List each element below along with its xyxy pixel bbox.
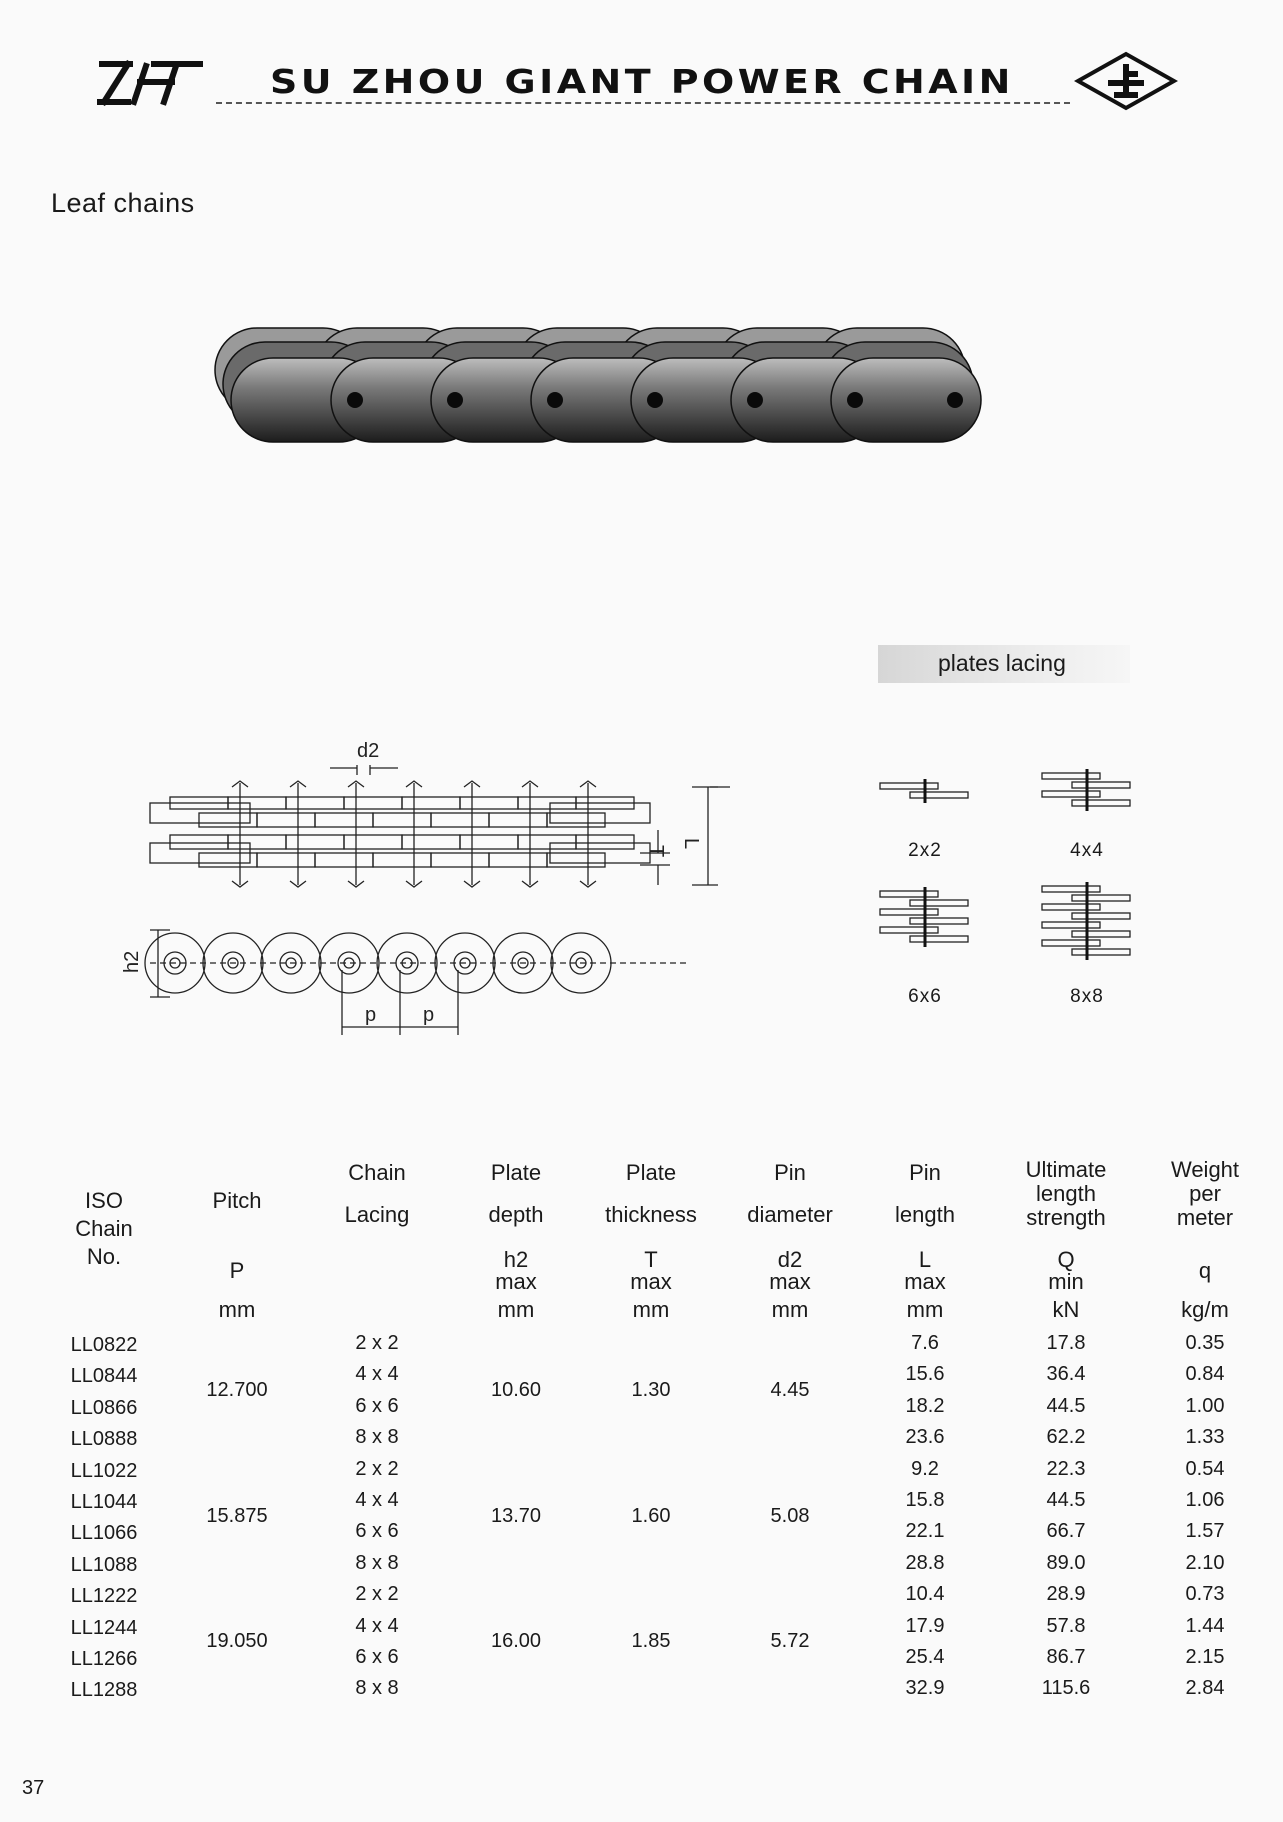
- table-header-6-line-0: Pin: [909, 1160, 941, 1185]
- table-header-1-line-0: Pitch: [212, 1188, 262, 1213]
- lacing-2x2-diagram: [870, 752, 980, 852]
- dim-h2-label: h2: [121, 950, 143, 973]
- lacing-plate: [1042, 922, 1100, 928]
- pin-length-cell: 25.4: [905, 1646, 945, 1668]
- lacing-plate: [1042, 773, 1100, 779]
- link-plate: [431, 853, 489, 867]
- strength-cell: 115.6: [1041, 1677, 1091, 1700]
- table-header-3-line-1: depth: [488, 1202, 544, 1227]
- lacing-cell: 2 x 2: [355, 1583, 399, 1606]
- table-header-7-line-0: Ultimate: [1025, 1157, 1107, 1182]
- lacing-plate: [1042, 886, 1100, 892]
- dim-p-label-2: p: [423, 1004, 435, 1026]
- link-plate: [228, 835, 286, 849]
- chain-no-cell: LL0866: [70, 1396, 138, 1419]
- table-header-2-line-1: Lacing: [344, 1202, 410, 1227]
- company-name: SU ZHOU GIANT POWER CHAIN: [270, 62, 1014, 101]
- plate-thickness-cell: 1.30: [631, 1379, 671, 1402]
- lacing-4x4-diagram: [1032, 752, 1142, 852]
- pin-diameter-cell: 5.72: [770, 1630, 810, 1653]
- strength-cell: 22.3: [1046, 1457, 1086, 1480]
- chain-no-cell: LL1066: [70, 1522, 138, 1545]
- lacing-6x6-diagram: [870, 880, 980, 980]
- link-plate: [286, 797, 344, 809]
- lacing-plate: [1072, 800, 1130, 806]
- table-header-0-line-2: No.: [86, 1244, 122, 1269]
- link-plate: [460, 797, 518, 809]
- pin-length-cell: 15.8: [905, 1489, 945, 1511]
- link-plate: [373, 813, 431, 827]
- lacing-plate: [880, 891, 938, 897]
- lacing-plate: [1042, 940, 1100, 946]
- table-header-0-line-1: Chain: [75, 1216, 133, 1241]
- dim-t-label: T: [645, 845, 667, 858]
- lacing-plate: [880, 783, 938, 789]
- leaf-chain-photo: [195, 305, 1075, 485]
- link-plate: [344, 797, 402, 809]
- strength-cell: 57.8: [1046, 1614, 1086, 1637]
- lacing-plate: [1072, 931, 1130, 937]
- plate-thickness-cell: 1.85: [631, 1630, 671, 1653]
- weight-cell: 0.35: [1185, 1332, 1225, 1354]
- table-header-5-unit: mm: [771, 1297, 809, 1322]
- table-header-3-unit: mm: [497, 1297, 535, 1322]
- link-plate: [199, 813, 257, 827]
- pin-diameter-cell: 5.08: [770, 1504, 810, 1527]
- lacing-cell: 4 x 4: [355, 1489, 399, 1511]
- lacing-plate: [880, 927, 938, 933]
- table-header-1-symbol: P: [229, 1258, 245, 1283]
- link-plate: [170, 835, 228, 849]
- link-plate: [402, 797, 460, 809]
- lacing-6x6-caption: 6x6: [908, 986, 942, 1007]
- link-plate: [257, 813, 315, 827]
- chain-pin: [747, 392, 763, 408]
- link-plate: [373, 853, 431, 867]
- link-plate: [547, 813, 605, 827]
- table-header-5-symbol: max: [769, 1269, 811, 1294]
- pin-length-cell: 10.4: [905, 1583, 945, 1606]
- table-header-7-line-2: strength: [1026, 1205, 1106, 1230]
- table-header-8-line-2: meter: [1176, 1205, 1234, 1230]
- pin-length-cell: 17.9: [905, 1614, 945, 1637]
- pin-diameter-cell: 4.45: [770, 1379, 810, 1402]
- header-divider: [216, 102, 1070, 104]
- lacing-plate: [910, 792, 968, 798]
- weight-cell: 1.57: [1185, 1520, 1225, 1543]
- link-plate: [257, 853, 315, 867]
- strength-cell: 36.4: [1046, 1363, 1086, 1386]
- table-header-8-line-0: Weight: [1170, 1157, 1240, 1182]
- page-number: 37: [22, 1777, 45, 1799]
- chain-no-cell: LL0844: [70, 1365, 138, 1388]
- table-header-3-line-0: Plate: [490, 1160, 542, 1185]
- table-header-7-symbol: min: [1048, 1269, 1084, 1294]
- table-header-5-line-0: Pin: [774, 1160, 806, 1185]
- strength-cell: 44.5: [1046, 1489, 1086, 1511]
- pitch-cell: 19.050: [206, 1630, 268, 1653]
- table-header-2-line-0: Chain: [348, 1160, 406, 1185]
- link-plate: [199, 853, 257, 867]
- chain-pin: [447, 392, 463, 408]
- link-plate: [315, 853, 373, 867]
- weight-cell: 1.00: [1185, 1394, 1225, 1417]
- table-header-7-line-1: length: [1036, 1181, 1096, 1206]
- weight-cell: 0.84: [1185, 1363, 1225, 1386]
- table-header-1-unit: mm: [218, 1297, 256, 1322]
- lacing-cell: 8 x 8: [355, 1677, 399, 1700]
- pin-length-cell: 18.2: [905, 1394, 945, 1417]
- lacing-cell: 4 x 4: [355, 1614, 399, 1637]
- chain-no-cell: LL1088: [70, 1553, 138, 1576]
- lacing-cell: 8 x 8: [355, 1426, 399, 1449]
- lacing-plate: [1042, 791, 1100, 797]
- table-header-6-line-1: length: [895, 1202, 955, 1227]
- plate-depth-cell: 10.60: [490, 1379, 542, 1402]
- pin-length-cell: 22.1: [905, 1520, 945, 1543]
- chain-no-cell: LL1266: [70, 1648, 138, 1670]
- lacing-plate: [910, 918, 968, 924]
- weight-cell: 1.33: [1185, 1426, 1225, 1449]
- lacing-plate: [1072, 895, 1130, 901]
- link-plate: [402, 835, 460, 849]
- link-plate: [460, 835, 518, 849]
- table-header-7-unit: kN: [1052, 1297, 1080, 1322]
- table-header-7-symbol: Q: [1057, 1247, 1075, 1272]
- link-plate: [547, 853, 605, 867]
- weight-cell: 2.15: [1185, 1646, 1225, 1668]
- chain-no-cell: LL0822: [70, 1334, 138, 1356]
- table-header-6-unit: mm: [906, 1297, 944, 1322]
- table-header-4-line-1: thickness: [605, 1202, 697, 1227]
- lacing-8x8-caption: 8x8: [1070, 986, 1104, 1007]
- chain-no-cell: LL1044: [70, 1491, 138, 1513]
- strength-cell: 86.7: [1046, 1646, 1086, 1668]
- plate-depth-cell: 16.00: [490, 1630, 542, 1653]
- lacing-plate: [1072, 949, 1130, 955]
- lacing-2x2-caption: 2x2: [908, 840, 942, 861]
- table-header-0-line-0: ISO: [85, 1188, 123, 1213]
- strength-cell: 44.5: [1046, 1394, 1086, 1417]
- lacing-cell: 6 x 6: [355, 1394, 399, 1417]
- plate-thickness-cell: 1.60: [631, 1504, 671, 1527]
- section-title: Leaf chains: [51, 188, 195, 218]
- lacing-4x4-caption: 4x4: [1070, 840, 1104, 861]
- table-header-8-unit: kg/m: [1181, 1297, 1229, 1322]
- chain-technical-drawing: [110, 735, 730, 1045]
- dim-p-label-1: p: [365, 1004, 377, 1026]
- chain-no-cell: LL1244: [70, 1616, 138, 1639]
- chain-no-cell: LL1288: [70, 1679, 138, 1702]
- table-header-6-symbol: max: [904, 1269, 946, 1294]
- strength-cell: 66.7: [1046, 1520, 1086, 1543]
- strength-cell: 17.8: [1046, 1332, 1086, 1354]
- brand-emblem-icon: [1074, 50, 1178, 112]
- strength-cell: 62.2: [1046, 1426, 1086, 1449]
- chain-no-cell: LL1222: [70, 1585, 138, 1608]
- dim-l-label: L: [680, 838, 702, 850]
- link-plate: [518, 835, 576, 849]
- pin-length-cell: 15.6: [905, 1363, 945, 1386]
- link-plate: [576, 835, 634, 849]
- lacing-cell: 2 x 2: [355, 1332, 399, 1354]
- lacing-plate: [910, 936, 968, 942]
- table-header-8-line-1: per: [1189, 1181, 1221, 1206]
- dim-d2-label: d2: [357, 740, 380, 762]
- pin-length-cell: 7.6: [911, 1332, 939, 1354]
- link-plate: [315, 813, 373, 827]
- chain-pin: [647, 392, 663, 408]
- chain-pin: [347, 392, 363, 408]
- table-header-5-symbol: d2: [777, 1247, 803, 1272]
- strength-cell: 28.9: [1046, 1583, 1086, 1606]
- table-header-3-symbol: h2: [503, 1247, 529, 1272]
- table-header-4-symbol: max: [630, 1269, 672, 1294]
- table-header-4-unit: mm: [632, 1297, 670, 1322]
- weight-cell: 2.84: [1185, 1677, 1225, 1700]
- weight-cell: 2.10: [1185, 1551, 1225, 1574]
- link-plate: [489, 813, 547, 827]
- lacing-cell: 4 x 4: [355, 1363, 399, 1386]
- lacing-plate: [910, 900, 968, 906]
- table-header-8-symbol: q: [1198, 1258, 1212, 1283]
- plate-depth-cell: 13.70: [490, 1504, 542, 1527]
- link-plate: [286, 835, 344, 849]
- weight-cell: 0.73: [1185, 1583, 1225, 1606]
- table-header-3-symbol: max: [495, 1269, 537, 1294]
- pin-length-cell: 23.6: [905, 1426, 945, 1449]
- chain-no-cell: LL0888: [70, 1428, 138, 1451]
- plates-lacing-label: plates lacing: [938, 650, 1066, 676]
- lacing-plate: [880, 909, 938, 915]
- table-header-6-symbol: L: [918, 1247, 932, 1272]
- lacing-cell: 6 x 6: [355, 1646, 399, 1668]
- table-header-5-line-1: diameter: [747, 1202, 833, 1227]
- pin-length-cell: 9.2: [911, 1457, 939, 1480]
- weight-cell: 1.06: [1185, 1489, 1225, 1511]
- pin-length-cell: 32.9: [905, 1677, 945, 1700]
- lacing-cell: 6 x 6: [355, 1520, 399, 1543]
- chain-no-cell: LL1022: [70, 1459, 138, 1482]
- strength-cell: 89.0: [1046, 1551, 1086, 1574]
- table-header-4-symbol: T: [644, 1247, 658, 1272]
- lacing-plate: [1072, 913, 1130, 919]
- link-plate: [431, 813, 489, 827]
- lacing-cell: 2 x 2: [355, 1457, 399, 1480]
- link-plate: [489, 853, 547, 867]
- lacing-plate: [1072, 782, 1130, 788]
- chain-pin: [847, 392, 863, 408]
- weight-cell: 0.54: [1185, 1457, 1225, 1480]
- pitch-cell: 12.700: [206, 1379, 268, 1402]
- pitch-cell: 15.875: [206, 1504, 268, 1527]
- pin-length-cell: 28.8: [905, 1551, 945, 1574]
- lacing-cell: 8 x 8: [355, 1551, 399, 1574]
- chain-pin: [547, 392, 563, 408]
- company-logo-zh: [96, 58, 206, 108]
- chain-pin: [947, 392, 963, 408]
- table-header-4-line-0: Plate: [625, 1160, 677, 1185]
- lacing-8x8-diagram: [1032, 880, 1142, 980]
- link-plate: [344, 835, 402, 849]
- weight-cell: 1.44: [1185, 1614, 1225, 1637]
- lacing-plate: [1042, 904, 1100, 910]
